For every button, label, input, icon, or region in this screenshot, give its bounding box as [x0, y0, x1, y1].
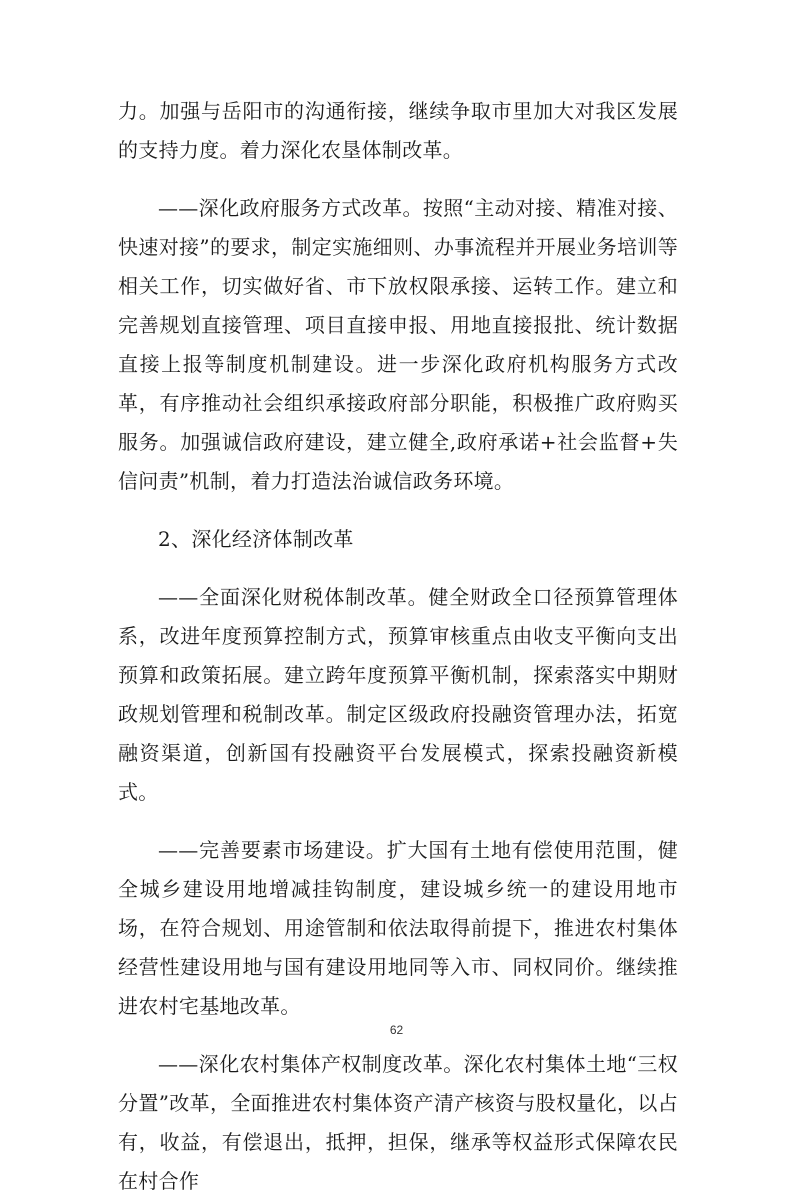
paragraph-continuation: 力。加强与岳阳市的沟通衔接，继续争取市里加大对我区发展的支持力度。着力深化农垦体制改革。 [118, 99, 678, 162]
paragraph-government-service-reform: ——深化政府服务方式改革。按照“主动对接、精准对接、快速对接”的要求，制定实施细则、办事流程并开展业务培训等相关工作，切实做好省、市下放权限承接、运转工作。建立和完善规划直接管理、项目直接申报、用地直接报批、统计数据直接上报等制度机制建设。进一步深化政府机构服务方式改革，有序推动社会组织承接政府部分职能，积极推广政府购买服务。加强诚信政府建设，建立健全,政府承诺+社会监督+失信问责”机制，着力打造法治诚信政务环境。 [118, 196, 678, 493]
paragraph-collective-property-reform: ——深化农村集体产权制度改革。深化农村集体土地“三权分置”改革，全面推进农村集体资产清产核资与股权量化，以占有，收益，有偿退出，抵押，担保，继承等权益形式保障农民在村合作 [118, 1052, 678, 1193]
page-number: 62 [389, 1023, 404, 1037]
paragraph-fiscal-tax-reform: ——全面深化财税体制改革。健全财政全口径预算管理体系，改进年度预算控制方式，预算审核重点由收支平衡向支出预算和政策拓展。建立跨年度预算平衡机制，探索落实中期财政规划管理和税制改革。制定区级政府投融资管理办法，拓宽融资渠道，创新国有投融资平台发展模式，探索投融资新模式。 [118, 585, 678, 804]
section-heading-economic-reform: 2、深化经济体制改革 [158, 527, 354, 551]
paragraph-factor-market: ——完善要素市场建设。扩大国有土地有偿使用范围，健全城乡建设用地增减挂钩制度，建设城乡统一的建设用地市场，在符合规划、用途管制和依法取得前提下，推进农村集体经营性建设用地与国有建设用地同等入市、同权同价。继续推进农村宅基地改革。 [118, 838, 678, 1018]
